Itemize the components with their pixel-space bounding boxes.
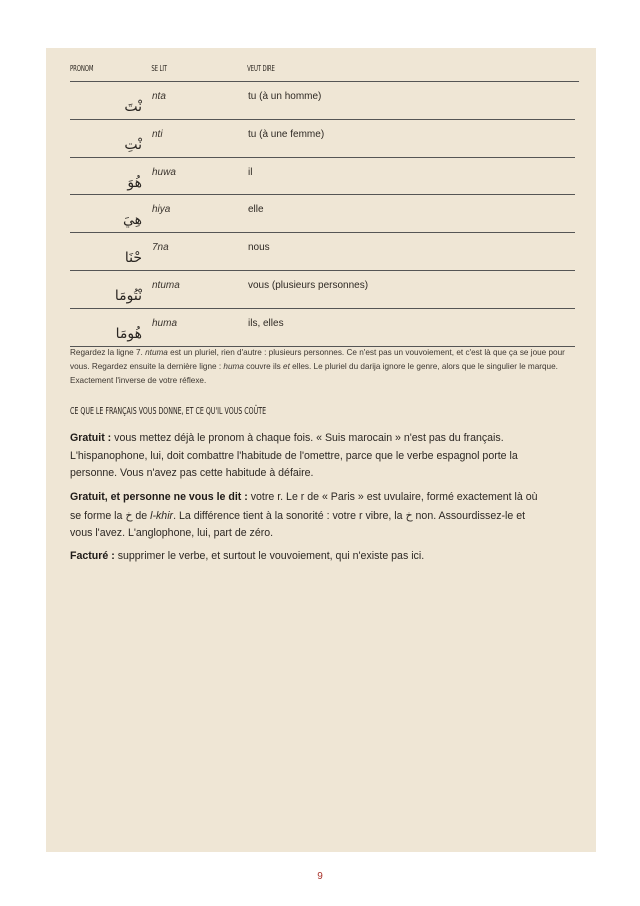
arabic-pronoun: نْتِ xyxy=(124,136,142,153)
meaning: vous (plusieurs personnes) xyxy=(248,279,369,291)
note-italic-huma: huma xyxy=(223,362,244,371)
meaning: tu (à une femme) xyxy=(248,128,325,140)
paragraph-gratuit-r: Gratuit, et personne ne vous le dit : votre r. Le r de « Paris » est uvulaire, formé exactement là où se forme la خ de l-khir. La différence tient à la sonorité : votre r vibre, la خ non. Assourdissez-le et vous l'avez. L'anglophone, lui, part de zéro. xyxy=(70,491,538,539)
paragraph-lead: Gratuit, et personne ne vous le dit : xyxy=(70,491,248,503)
arabic-pronoun: حْنَا xyxy=(124,250,142,267)
section-heading: CE QUE LE FRANÇAIS VOUS DONNE, ET CE QU'IL VOUS COÛTE xyxy=(70,406,267,417)
table-row xyxy=(70,233,575,271)
paragraph-facture: Facturé : supprimer le verbe, et surtout le vouvoiement, qui n'existe pas ici. xyxy=(70,550,425,562)
transliteration: ntuma xyxy=(152,279,180,291)
arabic-pronoun: هُومَا xyxy=(115,325,142,342)
pronoun-table xyxy=(70,56,575,347)
header-se-lit: SE LIT xyxy=(151,64,167,73)
transliteration: huwa xyxy=(152,166,176,178)
arabic-pronoun: نْتَ xyxy=(124,99,142,115)
paragraph-lead: Facturé : xyxy=(70,550,115,562)
arabic-pronoun: نْتُومَا xyxy=(114,287,142,304)
transliteration: huma xyxy=(152,317,178,329)
header-veut-dire: VEUT DIRE xyxy=(247,64,275,73)
table-row xyxy=(70,82,575,120)
arabic-pronoun: هُوَ xyxy=(127,174,142,191)
meaning: ils, elles xyxy=(248,317,284,329)
table-row xyxy=(70,158,575,196)
paragraph-gratuit: Gratuit : vous mettez déjà le pronom à chaque fois. « Suis marocain » n'est pas du français. L'hispanophone, lui, doit combattre l'habitude de l'omettre, parce que le verbe espagnol porte la personne. Vous n'avez pas cette habitude à défaire. xyxy=(70,432,518,479)
table-row xyxy=(70,120,575,158)
transliteration: hiya xyxy=(152,204,171,216)
table-header xyxy=(70,56,579,82)
italic-l-khir: l-khir xyxy=(150,509,174,522)
meaning: elle xyxy=(248,204,264,216)
table-row xyxy=(70,195,575,233)
transliteration: nta xyxy=(152,91,166,102)
transliteration: 7na xyxy=(152,242,169,254)
paragraph-lead: Gratuit : xyxy=(70,432,112,444)
arabic-pronoun: هِيَ xyxy=(122,212,142,229)
page-number: 9 xyxy=(317,871,323,882)
table-row xyxy=(70,309,575,347)
meaning: nous xyxy=(248,242,270,254)
arabic-letter-kha: خ xyxy=(125,508,133,522)
header-pronom: PRONOM xyxy=(70,64,94,73)
arabic-letter-kha: خ xyxy=(405,508,413,522)
note-italic-ntuma: ntuma xyxy=(145,348,168,357)
table-note: Regardez la ligne 7. ntuma est un pluriel, rien d'autre : plusieurs personnes. Ce n'est pas un vouvoiement, et c'est là que ça se joue pour vous. Regardez ensuite la dernière ligne : huma couvre ils et elles. Le pluriel du darija ignore le genre, alors que le singulier le marque. Exactement l'inverse de votre réflexe. xyxy=(70,348,565,385)
note-italic-et: et xyxy=(283,362,290,371)
table-row xyxy=(70,271,575,309)
meaning: il xyxy=(248,166,253,178)
meaning: tu (à un homme) xyxy=(248,91,322,102)
page-paper xyxy=(46,48,596,852)
transliteration: nti xyxy=(152,128,163,140)
